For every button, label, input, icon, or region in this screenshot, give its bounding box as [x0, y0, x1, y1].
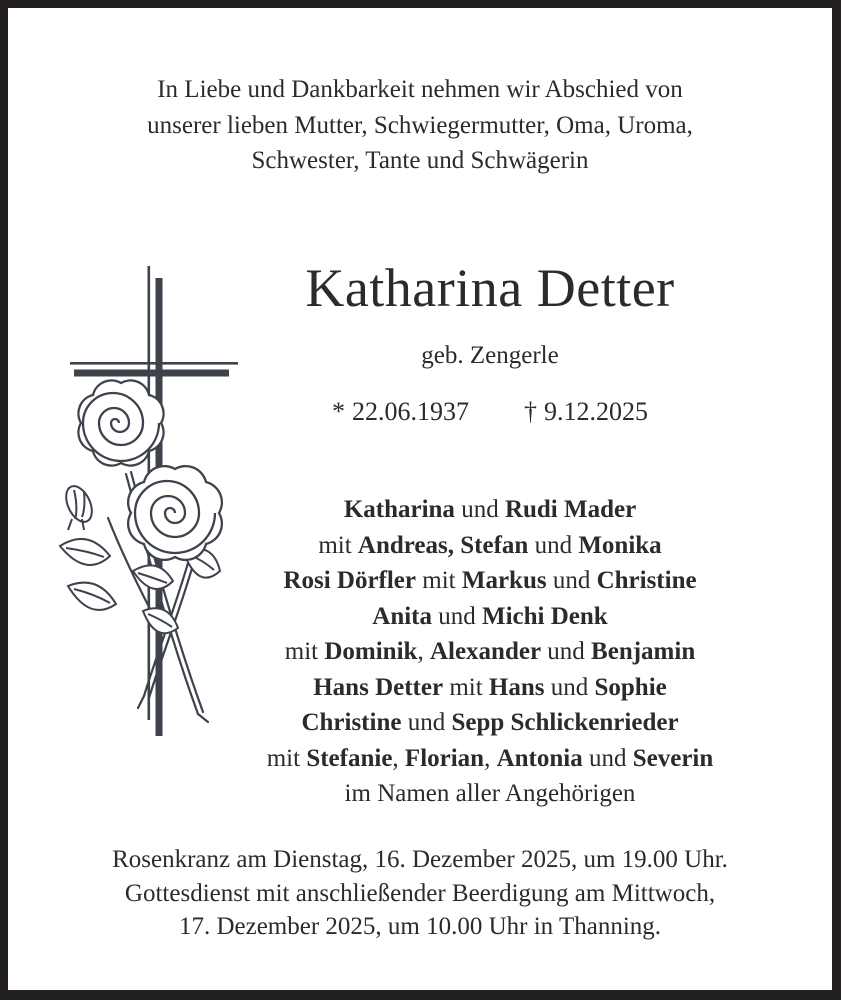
- text-run: mit: [266, 744, 307, 772]
- text-run: mit: [318, 531, 358, 559]
- birth-date-value: 22.06.1937: [352, 397, 469, 426]
- deceased-name: Katharina Detter: [305, 258, 675, 318]
- text-run: Markus: [461, 567, 547, 594]
- text-run: Sophie: [594, 673, 667, 701]
- rosebud-icon: [61, 482, 97, 530]
- family-line: [168, 563, 812, 599]
- death-date: [524, 397, 648, 427]
- text-run: ,: [417, 638, 430, 665]
- text-run: Hans: [488, 673, 545, 701]
- text-run: Rosi Dörfler: [283, 567, 416, 594]
- death-date-value: 9.12.2025: [544, 397, 648, 426]
- text-run: Michi Denk: [482, 602, 608, 630]
- text-run: und: [541, 638, 592, 665]
- family-line: [168, 705, 812, 741]
- text-run: Hans Detter: [313, 673, 444, 701]
- text-run: Alexander: [429, 638, 542, 665]
- text-run: mit: [416, 567, 462, 594]
- text-run: Antonia: [496, 744, 583, 772]
- text-run: mit: [284, 638, 325, 665]
- service-info: [8, 843, 832, 944]
- text-run: und: [432, 602, 483, 630]
- text-run: und: [401, 709, 452, 736]
- text-run: Anita: [372, 602, 433, 630]
- intro-line: Schwester, Tante und Schwägerin: [251, 147, 589, 174]
- text-run: Christine: [596, 567, 697, 594]
- maiden-name: geb. Zengerle: [421, 342, 559, 369]
- text-run: und: [546, 567, 597, 594]
- text-run: ,: [484, 744, 497, 772]
- text-run: Severin: [632, 744, 714, 772]
- rose-icon: [78, 380, 163, 465]
- text-run: Katharina: [343, 496, 455, 523]
- text-run: und: [582, 744, 633, 772]
- family-line: [168, 492, 812, 528]
- text-run: Christine: [301, 709, 402, 736]
- family-names: [168, 492, 812, 812]
- text-run: und: [454, 496, 505, 523]
- death-cross-symbol: †: [524, 397, 537, 426]
- text-run: Florian: [404, 744, 485, 772]
- text-run: mit: [443, 673, 489, 701]
- service-line: Rosenkranz am Dienstag, 16. Dezember 2025, um 19.00 Uhr.: [112, 846, 728, 873]
- text-run: Benjamin: [591, 638, 696, 665]
- family-line: [168, 741, 812, 777]
- family-line: [168, 776, 812, 812]
- text-run: Andreas, Stefan: [357, 531, 529, 559]
- family-line: [168, 670, 812, 706]
- text-run: Stefanie: [306, 744, 393, 772]
- family-line: [168, 634, 812, 670]
- family-line: [168, 599, 812, 635]
- text-run: Dominik: [324, 638, 418, 665]
- birth-symbol: *: [332, 397, 345, 426]
- text-run: im Namen aller Angehörigen: [344, 780, 636, 807]
- text-run: und: [544, 673, 595, 701]
- birth-date: [332, 397, 469, 427]
- life-dates: [168, 397, 812, 427]
- service-line: 17. Dezember 2025, um 10.00 Uhr in Thanning.: [178, 913, 662, 940]
- text-run: Monika: [578, 531, 662, 559]
- text-run: ,: [392, 744, 405, 772]
- text-run: und: [528, 531, 579, 559]
- intro-text: [8, 72, 832, 179]
- intro-line: In Liebe und Dankbarkeit nehmen wir Abschied von: [157, 76, 683, 103]
- text-run: Rudi Mader: [504, 496, 637, 523]
- intro-line: unserer lieben Mutter, Schwiegermutter, Oma, Uroma,: [147, 111, 693, 139]
- service-line: Gottesdienst mit anschließender Beerdigung am Mittwoch,: [124, 879, 716, 907]
- family-line: [168, 528, 812, 564]
- text-run: Sepp Schlickenrieder: [451, 709, 679, 736]
